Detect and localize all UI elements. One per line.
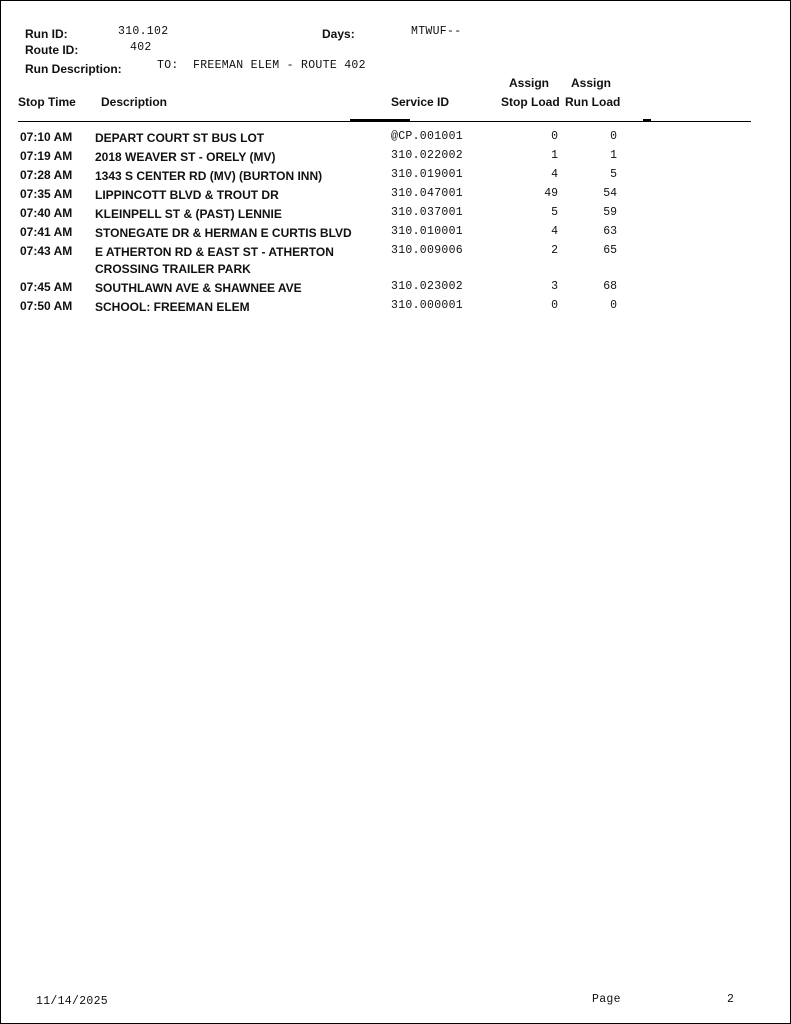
table-row: [0, 185, 791, 204]
stop-time: 07:40 AM: [20, 206, 73, 220]
stop-time: 07:19 AM: [20, 149, 73, 163]
stop-description: E ATHERTON RD & EAST ST - ATHERTON CROSSING TRAILER PARK: [95, 245, 334, 276]
column-header-stop-time: Stop Time: [18, 95, 76, 109]
route-id-value: 402: [130, 41, 152, 54]
service-id: @CP.001001: [391, 130, 464, 143]
service-id: 310.022002: [391, 149, 464, 162]
page-number: 2: [727, 993, 735, 1006]
header-rule-mark-right: [643, 119, 651, 121]
table-row: [0, 204, 791, 223]
stop-time: 07:50 AM: [20, 299, 73, 313]
stop-time: 07:41 AM: [20, 225, 73, 239]
stop-time: 07:43 AM: [20, 244, 73, 258]
table-row: [0, 278, 791, 297]
run-load: 59: [603, 206, 617, 219]
header-rule: [18, 121, 751, 122]
stop-description: KLEINPELL ST & (PAST) LENNIE: [95, 207, 282, 221]
stops-table: [0, 128, 791, 316]
service-id: 310.010001: [391, 225, 464, 238]
table-row: [0, 297, 791, 316]
stop-time: 07:28 AM: [20, 168, 73, 182]
run-load: 0: [610, 299, 617, 312]
stop-load: 0: [551, 299, 558, 312]
run-id-value: 310.102: [118, 25, 169, 38]
stop-load: 1: [551, 149, 558, 162]
run-load: 0: [610, 130, 617, 143]
service-id: 310.047001: [391, 187, 464, 200]
table-row: [0, 242, 791, 278]
service-id: 310.000001: [391, 299, 464, 312]
stop-description: SOUTHLAWN AVE & SHAWNEE AVE: [95, 281, 302, 295]
run-load: 68: [603, 280, 617, 293]
stop-description: SCHOOL: FREEMAN ELEM: [95, 300, 250, 314]
run-id-label: Run ID:: [25, 27, 68, 41]
days-label: Days:: [322, 27, 355, 41]
table-row: [0, 128, 791, 147]
route-id-label: Route ID:: [25, 43, 79, 57]
table-row: [0, 166, 791, 185]
page-label: Page: [592, 993, 621, 1006]
stop-load: 4: [551, 168, 558, 181]
column-header-stop-load-line1: Assign: [509, 76, 550, 90]
stop-time: 07:10 AM: [20, 130, 73, 144]
stop-description: 2018 WEAVER ST - ORELY (MV): [95, 150, 276, 164]
column-header-stop-load-line2: Stop Load: [501, 95, 560, 109]
stop-load: 5: [551, 206, 558, 219]
run-load: 1: [610, 149, 617, 162]
run-load: 65: [603, 244, 617, 257]
stop-description: STONEGATE DR & HERMAN E CURTIS BLVD: [95, 226, 352, 240]
run-load: 63: [603, 225, 617, 238]
service-id: 310.009006: [391, 244, 464, 257]
stop-load: 49: [544, 187, 558, 200]
stop-load: 0: [551, 130, 558, 143]
stop-load: 2: [551, 244, 558, 257]
table-row: [0, 223, 791, 242]
stop-load: 4: [551, 225, 558, 238]
header-rule-mark: [350, 119, 410, 121]
run-description-value: TO: FREEMAN ELEM - ROUTE 402: [157, 59, 366, 72]
run-description-label: Run Description:: [25, 62, 122, 76]
report-date: 11/14/2025: [36, 995, 109, 1008]
stop-time: 07:35 AM: [20, 187, 73, 201]
column-header-description: Description: [101, 95, 168, 109]
stop-description: LIPPINCOTT BLVD & TROUT DR: [95, 188, 279, 202]
service-id: 310.019001: [391, 168, 464, 181]
table-row: [0, 147, 791, 166]
run-load: 5: [610, 168, 617, 181]
stop-description: 1343 S CENTER RD (MV) (BURTON INN): [95, 169, 323, 183]
column-header-service-id: Service ID: [391, 95, 450, 109]
stop-time: 07:45 AM: [20, 280, 73, 294]
stop-load: 3: [551, 280, 558, 293]
stop-description: DEPART COURT ST BUS LOT: [95, 131, 265, 145]
service-id: 310.023002: [391, 280, 464, 293]
run-load: 54: [603, 187, 617, 200]
days-value: MTWUF--: [411, 25, 462, 38]
service-id: 310.037001: [391, 206, 464, 219]
column-header-run-load-line1: Assign: [571, 76, 612, 90]
column-header-run-load-line2: Run Load: [565, 95, 621, 109]
